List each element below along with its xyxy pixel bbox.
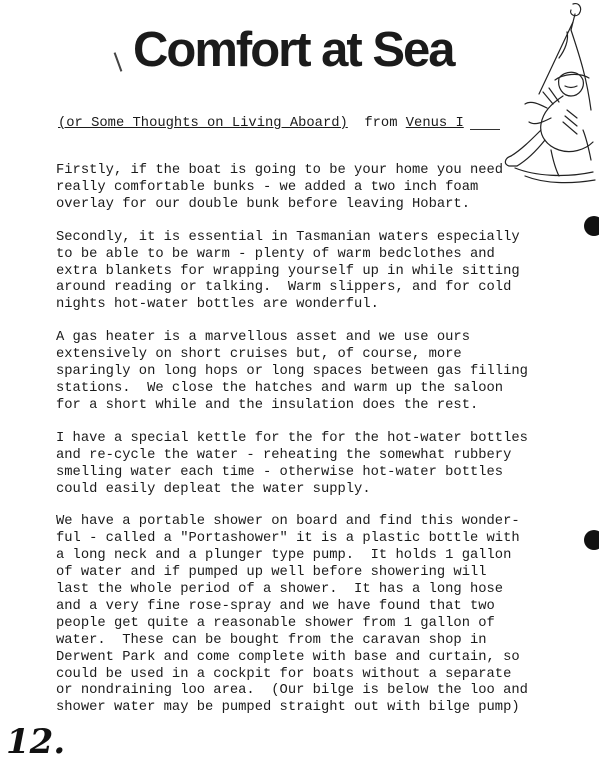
text-line: stations. We close the hatches and warm up the saloon [56,380,504,396]
text-line: really comfortable bunks - we added a two inch foam [56,179,479,195]
paragraph-4 [56,431,546,499]
paragraph-1 [56,163,546,214]
page-number: 12. [6,722,66,762]
paragraph-2 [56,230,546,315]
text-line: A gas heater is a marvellous asset and we use ours [56,330,470,346]
paragraph-3 [56,330,546,415]
text-line: nights hot-water bottles are wonderful. [56,297,379,313]
text-line: or nondraining loo area. (Our bilge is below the loo and [56,683,528,699]
text-line: Secondly, it is essential in Tasmanian waters especially [56,229,520,245]
text-line: sparingly on long hops or long spaces between gas filling [56,364,528,380]
article-body [56,163,546,733]
text-line: Derwent Park and come complete with base and curtain, so [56,649,520,665]
text-line: ful - called a "Portashower" it is a plastic bottle with [56,531,520,547]
text-line: around reading or talking. Warm slippers, and for cold [56,280,512,296]
text-line: and re-cycle the water - reheating the somewhat rubbery [56,447,512,463]
subtitle-prefix: (or Some Thoughts on Living Aboard) [58,116,348,131]
subtitle [58,115,464,133]
text-line: overlay for our double bunk before leaving Hobart. [56,196,470,212]
text-line: a long neck and a plunger type pump. It holds 1 gallon [56,548,512,564]
text-line: smelling water each time - otherwise hot-water bottles [56,464,504,480]
text-line: Firstly, if the boat is going to be your home you need [56,163,504,178]
title-tick-mark [114,52,123,71]
binder-hole-icon [584,530,599,550]
text-line: of water and if pumped up well before showering will [56,565,487,581]
text-line: could easily depleat the water supply. [56,481,371,497]
page-title: Comfort at Sea [133,23,454,77]
text-line: could be used in a cockpit for boats without a separate [56,666,512,682]
text-line: extra blankets for wrapping yourself up in while sitting [56,263,520,279]
text-line: to be able to be warm - plenty of warm bedclothes and [56,246,495,262]
text-line: We have a portable shower on board and find this wonder- [56,514,520,530]
text-line: water. These can be bought from the caravan shop in [56,632,487,648]
subtitle-source: Venus I [405,116,464,131]
text-line: extensively on short cruises but, of course, more [56,347,462,363]
subtitle-from: from [364,116,398,131]
text-line: last the whole period of a shower. It has a long hose [56,582,504,598]
text-line: I have a special kettle for the for the hot-water bottles [56,430,528,446]
text-line: for a short while and the insulation does the rest. [56,397,479,413]
text-line: and a very fine rose-spray and we have found that two [56,598,495,614]
text-line: shower water may be pumped straight out with bilge pump) [56,700,520,716]
binder-hole-icon [584,216,599,236]
paragraph-5 [56,514,546,717]
text-line: people get quite a reasonable shower from 1 gallon of [56,615,495,631]
